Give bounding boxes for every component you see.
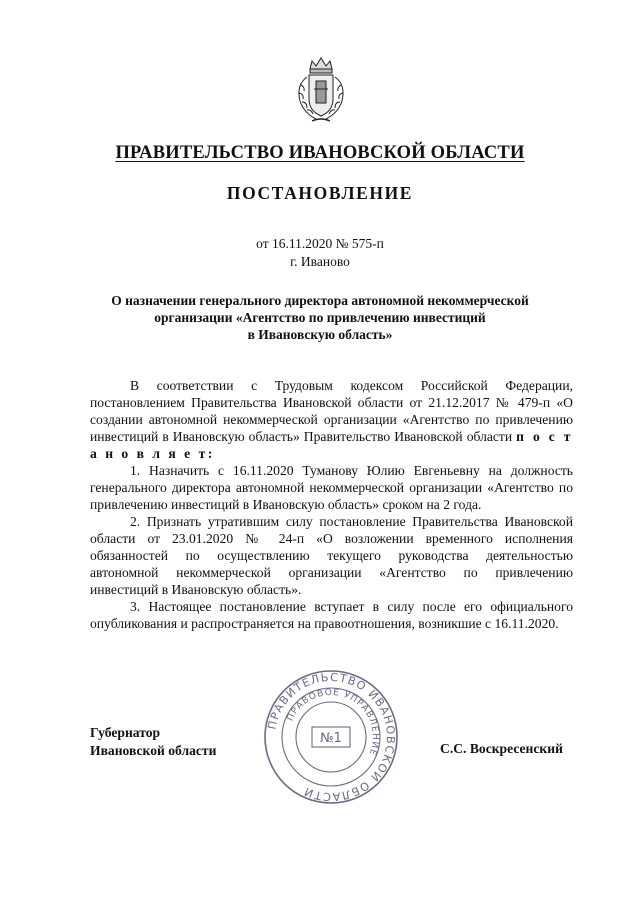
stamp-inner-text: ПРАВОВОЕ УПРАВЛЕНИЕ: [285, 687, 381, 758]
subject-line-1: О назначении генерального директора автономной некоммерческой: [111, 293, 529, 308]
coat-of-arms-emblem: [292, 55, 350, 125]
date-number: от 16.11.2020 № 575-п: [256, 236, 384, 251]
document-date-block: [0, 235, 640, 271]
document-body: [90, 377, 573, 632]
item-1-paragraph: 1. Назначить с 16.11.2020 Туманову Юлию Евгеньевну на должность генерального директора автономной некоммерческой организации «Агентство по привлечению инвестиций в Ивановскую область» сроком на 2 года.: [90, 463, 573, 512]
signatory-name: С.С. Воскресенский: [440, 741, 563, 756]
resolves-word: п о с т а н о в л я е т: [90, 429, 573, 461]
position-line-1: Губернатор: [90, 725, 161, 740]
subject-line-2: организации «Агентство по привлечению инвестиций: [154, 310, 486, 325]
preamble-text: В соответствии с Трудовым кодексом Российской Федерации, постановлением Правительства Ивановской области от 21.12.2017 № 479-п «О создании автономной некоммерческой организации «Агентство по привлечению инвестиций в Ивановскую область» Правительство Ивановской области: [90, 378, 573, 444]
document-subject: [90, 292, 550, 343]
preamble-paragraph: [90, 377, 573, 462]
item-2-paragraph: 2. Признать утратившим силу постановление Правительства Ивановской области от 23.01.2020 № 24-п «О возложении временного исполнения обязанностей по осуществлению текущего руководства деятельностью автономной некоммерческой организации «Агентство по привлечению инвестиций в Ивановскую область».: [90, 514, 573, 597]
official-stamp: [262, 668, 400, 806]
stamp-number: №1: [320, 731, 342, 746]
organization-title: ПРАВИТЕЛЬСТВО ИВАНОВСКОЙ ОБЛАСТИ: [115, 143, 525, 163]
subject-line-3: в Ивановскую область»: [247, 327, 393, 342]
document-type-title: ПОСТАНОВЛЕНИЕ: [226, 183, 414, 203]
item-3-paragraph: 3. Настоящее постановление вступает в силу после его официального опубликования и распространяется на правоотношения, возникшие с 16.11.2020.: [90, 599, 573, 631]
position-line-2: Ивановской области: [90, 743, 217, 758]
stamp-outer-text: ПРАВИТЕЛЬСТВО ИВАНОВСКОЙ ОБЛАСТИ: [265, 670, 398, 804]
resolves-colon: :: [207, 446, 215, 461]
city: г. Иваново: [290, 254, 350, 269]
signatory-position: [90, 724, 216, 760]
